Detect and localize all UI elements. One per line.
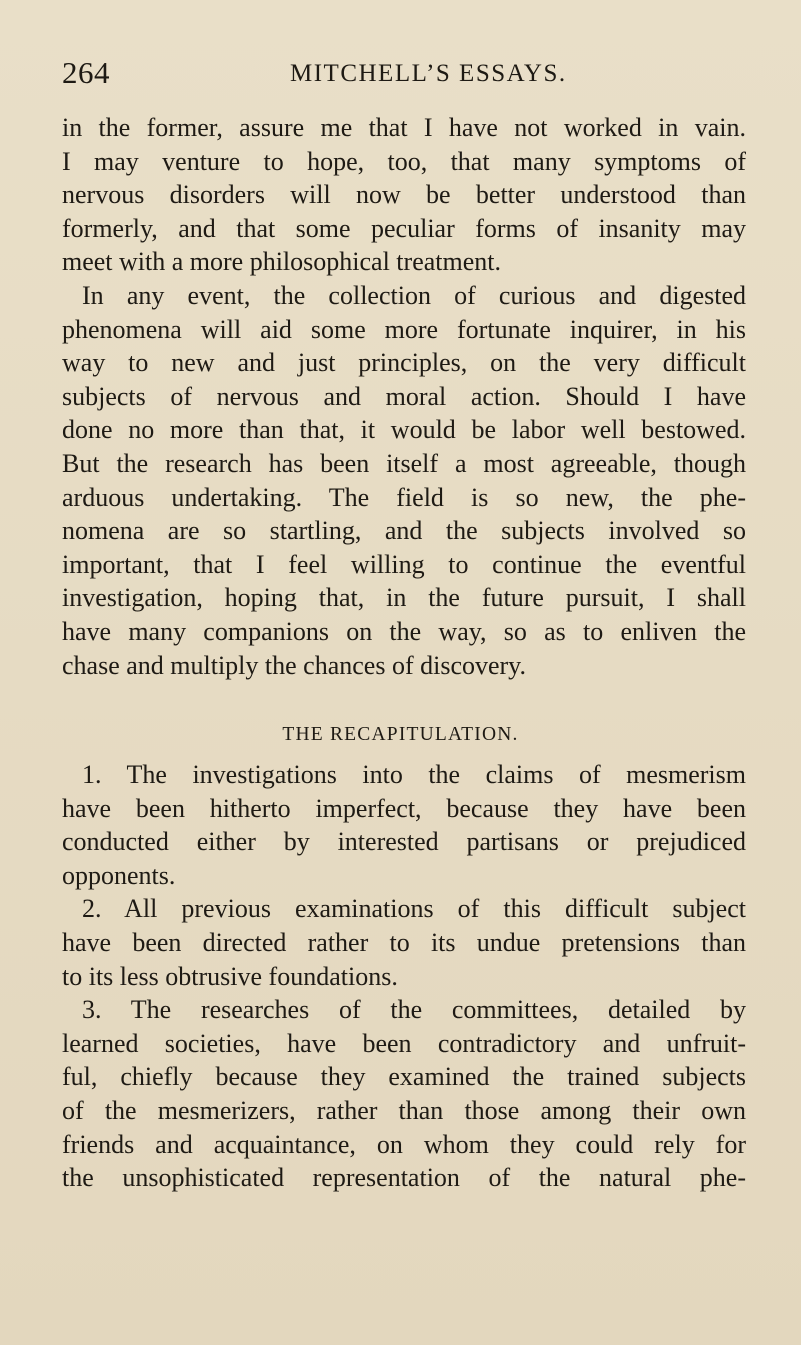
text-line: 2. All previous examinations of this difficult subject (82, 894, 746, 924)
text-line: subjects of nervous and moral action. Should I have (62, 381, 746, 411)
text-line: ful, chiefly because they examined the trained subjects (62, 1062, 746, 1092)
text-line: I may venture to hope, too, that many symptoms of (62, 146, 746, 176)
body-text-recapitulation (62, 758, 746, 1195)
text-line: of the mesmerizers, rather than those among their own (62, 1095, 746, 1125)
text-line: have been hitherto imperfect, because they have been (62, 793, 746, 823)
text-line: chase and multiply the chances of discovery. (62, 650, 526, 680)
text-line: opponents. (62, 860, 176, 890)
text-line: have many companions on the way, so as to enliven the (62, 616, 746, 646)
text-line: nervous disorders will now be better understood than (62, 180, 746, 210)
text-line: But the research has been itself a most agreeable, though (62, 448, 746, 478)
text-line: nomena are so startling, and the subjects involved so (62, 516, 746, 546)
text-line: investigation, hoping that, in the future pursuit, I shall (62, 583, 746, 613)
text-line: conducted either by interested partisans or prejudiced (62, 827, 746, 857)
text-line: friends and acquaintance, on whom they could rely for (62, 1129, 746, 1159)
text-line: In any event, the collection of curious and digested (82, 280, 746, 310)
text-line: way to new and just principles, on the very difficult (62, 348, 746, 378)
text-line: learned societies, have been contradictory and unfruit- (62, 1028, 746, 1058)
text-line: 3. The researches of the committees, detailed by (82, 995, 746, 1025)
text-line: done no more than that, it would be labor well bestowed. (62, 415, 746, 445)
section-heading: THE RECAPITULATION. (282, 724, 519, 745)
text-line: to its less obtrusive foundations. (62, 961, 398, 991)
paragraph (62, 279, 746, 682)
text-line: meet with a more philosophical treatment. (62, 247, 501, 277)
text-line: have been directed rather to its undue pretensions than (62, 927, 746, 957)
text-line: phenomena will aid some more fortunate inquirer, in his (62, 314, 746, 344)
numbered-paragraph (62, 758, 746, 892)
text-line: in the former, assure me that I have not worked in vain. (62, 113, 746, 142)
text-line: the unsophisticated representation of the natural phe- (62, 1163, 746, 1193)
text-line: formerly, and that some peculiar forms of insanity may (62, 213, 746, 243)
running-head (62, 55, 742, 95)
numbered-paragraph (62, 892, 746, 993)
text-line: important, that I feel willing to continue the eventful (62, 549, 746, 579)
body-text-top (62, 111, 746, 682)
numbered-paragraph (62, 993, 746, 1195)
text-line: 1. The investigations into the claims of mesmerism (82, 760, 746, 789)
text-line: arduous undertaking. The field is so new, the phe- (62, 482, 746, 512)
paragraph (62, 111, 746, 279)
page-number: 264 (62, 55, 110, 90)
running-title: MITCHELL’S ESSAYS. (290, 60, 567, 87)
